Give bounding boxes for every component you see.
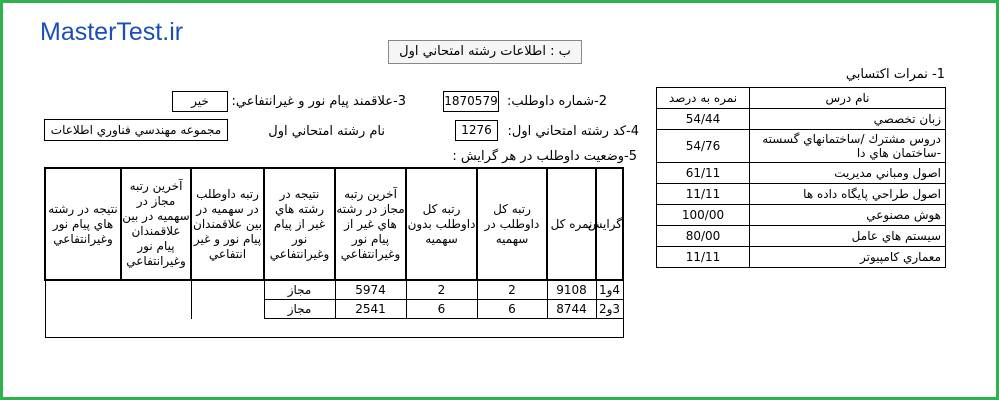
applicant-no-value: 1870579 bbox=[443, 91, 499, 112]
col-rank-pnu: رتبه داوطلب در سهميه در بين علاقمندان پيام نور و غير انتفاعي bbox=[191, 168, 264, 280]
table-row bbox=[45, 300, 623, 319]
table-row bbox=[45, 280, 623, 300]
trend-blank-row bbox=[45, 319, 623, 338]
trend-cell: مجاز bbox=[264, 300, 335, 319]
col-last-rank-non-pnu: آخرين رتبه مجاز در رشته هاي غير از پيام نور وغيرانتفاعي bbox=[335, 168, 406, 280]
trend-cell bbox=[191, 280, 264, 300]
trend-cell: 6 bbox=[477, 300, 547, 319]
col-rank-no-quota: رتبه كل داوطلب بدون سهميه bbox=[406, 168, 477, 280]
col-total-score: نمره كل bbox=[547, 168, 596, 280]
trend-cell bbox=[45, 280, 121, 300]
trend-cell bbox=[121, 300, 191, 319]
col-rank-quota: رتبه كل داوطلب در سهميه bbox=[477, 168, 547, 280]
trend-cell: 3و2 bbox=[596, 300, 623, 319]
col-course-name: نام درس bbox=[750, 88, 946, 109]
trend-cell: 8744 bbox=[547, 300, 596, 319]
field-name-value: مجموعه مهندسي فناوري اطلاعات bbox=[44, 119, 228, 141]
trend-cell: 2541 bbox=[335, 300, 406, 319]
trend-table bbox=[44, 167, 624, 338]
trend-cell: 5974 bbox=[335, 280, 406, 300]
table-row bbox=[657, 247, 946, 268]
col-trend: گرايش bbox=[596, 168, 623, 280]
trend-cell: 2 bbox=[477, 280, 547, 300]
trend-cell: 2 bbox=[406, 280, 477, 300]
trend-cell: مجاز bbox=[264, 280, 335, 300]
trend-heading: 5-وضعيت داوطلب در هر گرايش : bbox=[452, 149, 637, 164]
field-name-label: نام رشته امتحاني اول bbox=[268, 124, 385, 139]
table-row bbox=[657, 109, 946, 130]
course-score: 54/76 bbox=[657, 130, 750, 163]
course-score: 54/44 bbox=[657, 109, 750, 130]
applicant-no-label: 2-شماره داوطلب: bbox=[506, 94, 607, 109]
course-score: 11/11 bbox=[657, 184, 750, 205]
trend-cell: 4و1 bbox=[596, 280, 623, 300]
field-code-value: 1276 bbox=[455, 120, 498, 141]
table-row bbox=[657, 184, 946, 205]
col-result-non-pnu: نتيجه در رشته هاي غير از پيام نور وغيرانتفاعي bbox=[264, 168, 335, 280]
scores-heading: 1- نمرات اكتسابي bbox=[845, 67, 945, 82]
trend-cell bbox=[45, 300, 121, 319]
trend-cell bbox=[191, 300, 264, 319]
col-result-pnu: نتيجه در رشته هاي پيام نور وغيرانتفاعي bbox=[45, 168, 121, 280]
course-name: معماري كامپيوتر bbox=[750, 247, 946, 268]
course-score: 11/11 bbox=[657, 247, 750, 268]
course-name: سيستم هاي عامل bbox=[750, 226, 946, 247]
table-row bbox=[657, 163, 946, 184]
trend-header-row bbox=[45, 168, 623, 280]
course-score: 61/11 bbox=[657, 163, 750, 184]
col-score-percent: نمره به درصد bbox=[657, 88, 750, 109]
site-logo: MasterTest.ir bbox=[40, 18, 184, 46]
course-name: اصول ومباني مديريت bbox=[750, 163, 946, 184]
course-score: 80/00 bbox=[657, 226, 750, 247]
course-score: 100/00 bbox=[657, 205, 750, 226]
field-code-label: 4-كد رشته امتحاني اول: bbox=[507, 124, 639, 139]
col-last-rank-pnu: آخرين رتبه مجاز در سهميه در بين علاقمندان پيام نور وغيرانتفاعي bbox=[121, 168, 191, 280]
course-name: دروس مشترك /ساختمانهاي گسسته -ساختمان هاي دا bbox=[750, 130, 946, 163]
section-title: ب : اطلاعات رشته امتحاني اول bbox=[388, 40, 582, 64]
trend-cell: 6 bbox=[406, 300, 477, 319]
interest-label: 3-علاقمند پيام نور و غيرانتفاعي: bbox=[231, 94, 406, 109]
table-row bbox=[45, 319, 623, 338]
course-name: زبان تخصصي bbox=[750, 109, 946, 130]
table-row bbox=[657, 226, 946, 247]
interest-value: خير bbox=[172, 91, 228, 112]
trend-cell: 9108 bbox=[547, 280, 596, 300]
course-name: اصول طراحي پايگاه داده ها bbox=[750, 184, 946, 205]
scores-header-row bbox=[657, 88, 946, 109]
trend-cell bbox=[121, 280, 191, 300]
table-row bbox=[657, 130, 946, 163]
course-name: هوش مصنوعي bbox=[750, 205, 946, 226]
table-row bbox=[657, 205, 946, 226]
scores-table bbox=[656, 87, 946, 268]
